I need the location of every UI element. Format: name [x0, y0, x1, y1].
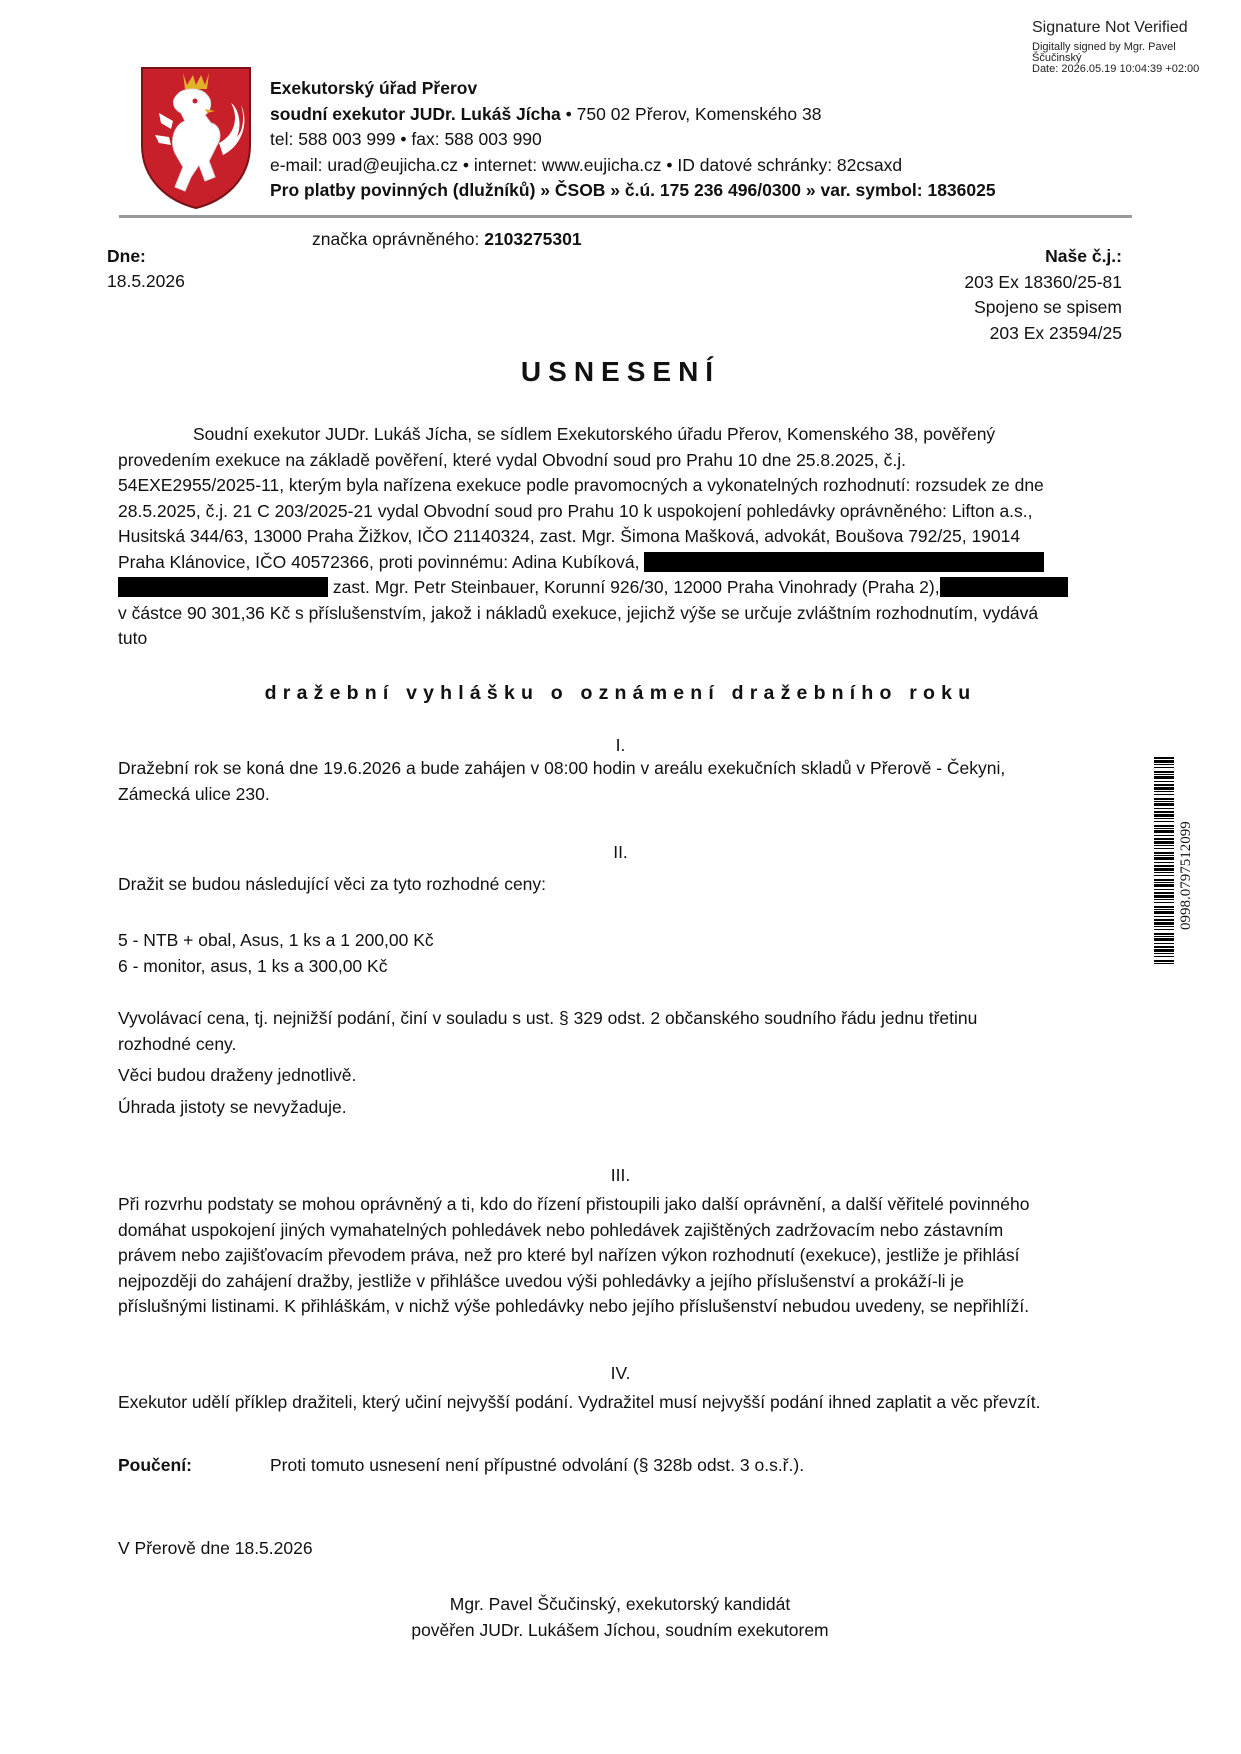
- section-line: domáhat uspokojení jiných vymahatelných pohledávek nebo pohledávek zajištěných zadržovacím nebo zástavním: [118, 1219, 1004, 1240]
- barcode-stripe: [1154, 764, 1174, 765]
- barcode-stripe: [1154, 811, 1174, 813]
- coat-of-arms-icon: [139, 65, 253, 211]
- barcode-stripe: [1154, 760, 1174, 763]
- barcode-stripe: [1154, 875, 1174, 876]
- barcode-stripe: [1154, 899, 1174, 900]
- barcode-stripe: [1154, 946, 1174, 948]
- barcode-stripe: [1154, 814, 1174, 817]
- intro-line: provedením exekuce na základě pověření, které vydal Obvodní soud pro Prahu 10 dne 25.8.2025, č.j.: [118, 449, 907, 470]
- payments-line: Pro platby povinných (dlužníků) » ČSOB » č.ú. 175 236 496/0300 » var. symbol: 1836025: [270, 180, 996, 200]
- barcode-stripe: [1154, 835, 1174, 836]
- barcode-stripe: [1154, 855, 1174, 856]
- instruction-label: Poučení:: [118, 1455, 192, 1475]
- list-item: 5 - NTB + obal, Asus, 1 ks a 1 200,00 Kč: [118, 930, 434, 950]
- section-3-number: III.: [610, 1165, 631, 1185]
- redaction-bar: [940, 577, 1068, 597]
- barcode-stripe: [1154, 929, 1174, 930]
- section-line: rozhodné ceny.: [118, 1033, 237, 1054]
- section-2-number: II.: [613, 842, 628, 862]
- barcode-stripe: [1154, 933, 1174, 935]
- barcode-stripe: [1154, 892, 1174, 894]
- barcode-stripe: [1154, 791, 1174, 792]
- barcode-stripe: [1154, 830, 1174, 833]
- section-2-intro: Dražit se budou následující věci za tyto rozhodné ceny:: [118, 874, 547, 894]
- intro-line: 28.5.2025, č.j. 21 C 203/2025-21 vydal Obvodní soud pro Prahu 10 k uspokojení pohledávky oprávněného: Lifton a.s.,: [118, 500, 1033, 521]
- barcode-stripe: [1154, 865, 1174, 867]
- barcode-stripe: [1154, 774, 1174, 775]
- signature-date: Date: 2026.05.19 10:04:39 +02:00: [1032, 63, 1200, 75]
- barcode-stripe: [1154, 936, 1174, 937]
- barcode-stripe: [1154, 902, 1174, 903]
- section-1-text: [118, 756, 1132, 807]
- barcode-stripe: [1154, 919, 1174, 921]
- signatory-name: Mgr. Pavel Ščučinský, exekutorský kandidát: [449, 1594, 791, 1614]
- barcode-stripe: [1154, 857, 1174, 860]
- reference-value: 203 Ex 18360/25-81: [964, 271, 1122, 292]
- intro-line: tuto: [118, 628, 148, 648]
- creditor-mark-value: 2103275301: [484, 229, 582, 249]
- barcode-stripe: [1154, 963, 1174, 964]
- barcode-stripe: [1154, 862, 1174, 863]
- letterhead: [270, 76, 996, 204]
- section-4-text: Exekutor udělí příklep dražiteli, který učiní nejvyšší podání. Vydražitel musí nejvyšší podání ihned zaplatit a věc převzít.: [118, 1392, 1041, 1412]
- contacts-line: e-mail: urad@eujicha.cz • internet: www.eujicha.cz • ID datové schránky: 82csaxd: [270, 154, 903, 175]
- creditor-mark: [312, 227, 582, 253]
- barcode-stripe: [1154, 767, 1174, 768]
- executor-line: soudní exekutor JUDr. Lukáš Jícha • 750 02 Přerov, Komenského 38: [270, 103, 822, 124]
- barcode-stripe: [1154, 922, 1174, 925]
- barcode-stripe: [1154, 845, 1174, 846]
- section-line: nejpozději do zahájení dražby, jestliže v přihlášce uvedou výši pohledávky a jejího příslušenství a prokáží-li je: [118, 1270, 964, 1291]
- intro-line: Soudní exekutor JUDr. Lukáš Jícha, se sídlem Exekutorského úřadu Přerov, Komenského 38, pověřený: [193, 424, 996, 444]
- joined-label: Spojeno se spisem: [974, 297, 1122, 317]
- signatory-authority: pověřen JUDr. Lukášem Jíchou, soudním exekutorem: [411, 1619, 829, 1640]
- reference-block: [822, 244, 1122, 346]
- intro-paragraph: [118, 422, 1132, 652]
- barcode-stripe: [1154, 828, 1174, 829]
- section-line: Vyvolávací cena, tj. nejnižší podání, činí v souladu s ust. § 329 odst. 2 občanského soudního řádu jednu třetinu: [118, 1008, 978, 1028]
- section-line: právem nebo zajišťovacím převodem práva, než pro které byl nařízen výkon rozhodnutí (exekuce), jestliže je přihlásí: [118, 1245, 1020, 1265]
- barcode-stripe: [1154, 757, 1174, 759]
- signature-box: [1032, 18, 1232, 75]
- barcode-stripe: [1154, 808, 1174, 809]
- section-line: Dražební rok se koná dne 19.6.2026 a bude zahájen v 08:00 hodin v areálu exekučních skladů v Přerově - Čekyni,: [118, 758, 1006, 778]
- barcode-stripe: [1154, 909, 1174, 910]
- creditor-mark-label: značka oprávněného:: [312, 229, 485, 249]
- barcode-number: 0998.0797512099: [1178, 821, 1194, 930]
- intro-line: zast. Mgr. Petr Steinbauer, Korunní 926/30, 12000 Praha Vinohrady (Praha 2),: [332, 577, 940, 597]
- barcode-stripe: [1154, 838, 1174, 840]
- document-title: USNESENÍ: [520, 356, 721, 387]
- starting-price-text: [118, 1006, 1132, 1057]
- barcode-stripe: [1154, 943, 1174, 944]
- phone-line: tel: 588 003 999 • fax: 588 003 990: [270, 129, 542, 149]
- office-name: Exekutorský úřad Přerov: [270, 78, 478, 98]
- document-subtitle: dražební vyhlášku o oznámení dražebního roku: [264, 682, 977, 704]
- section-line: příslušnými listinami. K přihláškám, v nichž výše pohledávky nebo jejího příslušenství nebudou uvedeny, se nepřihlíží.: [118, 1296, 1030, 1316]
- individual-auction-text: Věci budou draženy jednotlivě.: [118, 1065, 357, 1085]
- barcode-stripe: [1154, 956, 1174, 957]
- section-3-text: [118, 1192, 1132, 1320]
- barcode-stripe: [1154, 916, 1174, 917]
- reference-label: Naše č.j.:: [1045, 246, 1122, 266]
- barcode-stripe: [1154, 884, 1174, 887]
- signature-status: Signature Not Verified: [1032, 19, 1188, 36]
- signature-signer: Digitally signed by Mgr. Pavel: [1032, 41, 1176, 53]
- barcode-stripe: [1154, 868, 1174, 871]
- barcode-stripe: [1154, 781, 1174, 782]
- barcode-stripe: [1154, 879, 1174, 881]
- intro-line: Praha Klánovice, IČO 40572366, proti povinnému: Adina Kubíková,: [118, 551, 640, 572]
- barcode-stripe: [1154, 776, 1174, 779]
- barcode-stripe: [1154, 895, 1174, 898]
- barcode-stripe: [1154, 787, 1174, 790]
- joined-value: 203 Ex 23594/25: [989, 322, 1122, 343]
- barcode-stripe: [1154, 848, 1174, 849]
- barcode-stripe: [1154, 821, 1174, 822]
- section-1-number: I.: [615, 735, 626, 755]
- barcode-stripe: [1154, 953, 1174, 954]
- barcode-stripe: [1154, 803, 1174, 806]
- barcode-stripe: [1154, 784, 1174, 786]
- barcode-stripe: [1154, 771, 1174, 773]
- header-rule: [119, 215, 1132, 218]
- redaction-bar: [644, 552, 1044, 572]
- barcode-stripe: [1154, 818, 1174, 819]
- instruction-text: Proti tomuto usnesení není přípustné odvolání (§ 328b odst. 3 o.s.ř.).: [270, 1455, 805, 1475]
- barcode-stripe: [1154, 906, 1174, 908]
- barcode-stripe: [1154, 872, 1174, 873]
- barcode-stripe: [1154, 949, 1174, 952]
- barcode-stripe: [1154, 852, 1174, 854]
- barcode-stripe: [1154, 801, 1174, 802]
- deposit-text: Úhrada jistoty se nevyžaduje.: [118, 1097, 347, 1117]
- signatory: [340, 1592, 900, 1643]
- section-line: Zámecká ulice 230.: [118, 783, 270, 804]
- signature-signer-2: Ščučinský: [1032, 52, 1082, 64]
- redaction-bar: [118, 577, 328, 597]
- date-value: 18.5.2026: [107, 271, 185, 291]
- date-label: Dne:: [107, 246, 146, 266]
- barcode-stripe: [1154, 841, 1174, 844]
- list-item: 6 - monitor, asus, 1 ks a 300,00 Kč: [118, 955, 388, 976]
- barcode-stripe: [1154, 794, 1174, 795]
- barcode-stripe: [1154, 911, 1174, 914]
- barcode-stripe: [1154, 938, 1174, 941]
- section-line: Při rozvrhu podstaty se mohou oprávněný a ti, kdo do řízení přistoupili jako další oprávnění, a další věřitelé povinného: [118, 1194, 1030, 1214]
- barcode-stripe: [1154, 960, 1174, 962]
- auction-items-list: [118, 928, 1132, 979]
- barcode-stripe: [1154, 926, 1174, 927]
- barcode-stripe: [1154, 889, 1174, 890]
- section-4-number: IV.: [610, 1363, 631, 1383]
- place-date: V Přerově dne 18.5.2026: [118, 1538, 313, 1558]
- intro-line: v částce 90 301,36 Kč s příslušenstvím, jakož i nákladů exekuce, jejichž výše se určuje zvláštním rozhodnutím, vydává: [118, 602, 1039, 623]
- barcode-stripe: [1154, 798, 1174, 800]
- barcode-stripe: [1154, 882, 1174, 883]
- intro-line: 54EXE2955/2025-11, kterým byla nařízena exekuce podle pravomocných a vykonatelných rozhodnutí: rozsudek ze dne: [118, 475, 1044, 495]
- intro-line: Husitská 344/63, 13000 Praha Žižkov, IČO 21140324, zast. Mgr. Šimona Mašková, advokát, Boušova 792/25, 19014: [118, 526, 1021, 546]
- barcode-stripe: [1154, 825, 1174, 827]
